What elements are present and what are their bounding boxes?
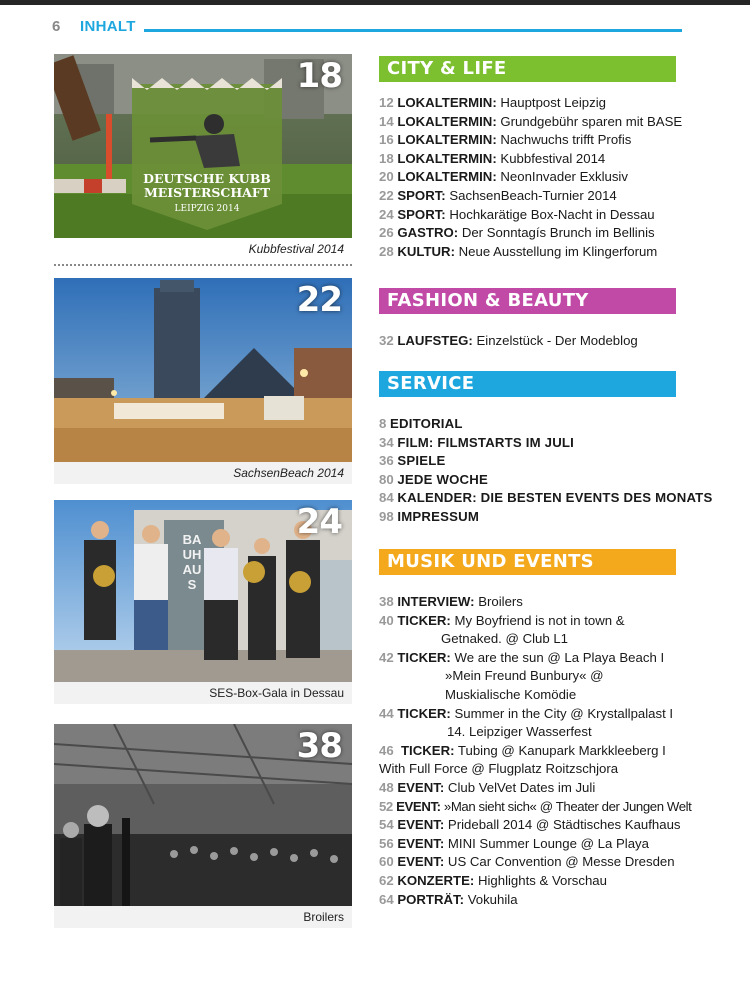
card-page-number: 38 [296, 726, 342, 766]
header-rule [144, 29, 682, 32]
section-musik-events [379, 549, 692, 909]
top-bar [0, 0, 750, 5]
section-title: SERVICE [379, 371, 676, 397]
toc-entry[interactable]: 22 SPORT: SachsenBeach-Turnier 2014 [379, 187, 617, 203]
badge-line-2: MEISTERSCHAFT [143, 185, 271, 200]
toc-entry[interactable]: 38 INTERVIEW: Broilers [379, 594, 523, 609]
toc-entry[interactable]: 12 LOKALTERMIN: Hauptpost Leipzig [379, 95, 606, 110]
toc-entry-continued: Muskialische Komödie [445, 686, 577, 702]
toc-entry[interactable]: 36 SPIELE [379, 453, 446, 469]
toc-entry[interactable]: 8 EDITORIAL [379, 416, 463, 431]
card-page-number: 18 [296, 56, 342, 96]
bauhaus-building-text: BAUHAUS [182, 532, 202, 592]
toc-entry[interactable]: 20 LOKALTERMIN: NeonInvader Exklusiv [379, 169, 628, 185]
toc-entry[interactable]: 54 EVENT: Prideball 2014 @ Städtisches Kaufhaus [379, 817, 681, 833]
dotted-divider [54, 264, 352, 266]
page-number: 6 [52, 18, 61, 35]
toc-entry[interactable]: 46 TICKER: Tubing @ Kanupark Markkleeberg I [379, 742, 666, 758]
card-caption: SES-Box-Gala in Dessau [54, 682, 352, 704]
toc-entry[interactable]: 28 KULTUR: Neue Ausstellung im Klingerforum [379, 243, 658, 259]
card-broilers[interactable] [54, 724, 352, 928]
toc-entry[interactable]: 16 LOKALTERMIN: Nachwuchs trifft Profis [379, 132, 632, 148]
card-box-gala[interactable] [54, 500, 352, 704]
card-caption: Broilers [54, 906, 352, 928]
card-sachsenbeach[interactable] [54, 278, 352, 484]
toc-entry-continued: With Full Force @ Flugplatz Roitzschjora [379, 761, 619, 777]
toc-entry[interactable]: 32 LAUFSTEG: Einzelstück - Der Modeblog [379, 333, 638, 348]
broilers-photo [54, 724, 352, 906]
toc-entry[interactable]: 84 KALENDER: DIE BESTEN EVENTS DES MONATS [379, 490, 713, 506]
section-fashion-beauty [379, 288, 676, 351]
section-title: CITY & LIFE [379, 56, 676, 82]
card-caption: SachsenBeach 2014 [54, 462, 352, 484]
toc-entry[interactable]: 80 JEDE WOCHE [379, 471, 489, 487]
sachsenbeach-photo [54, 278, 352, 462]
toc-entry[interactable]: 44 TICKER: Summer in the City @ Krystallpalast I [379, 705, 674, 721]
section-title: FASHION & BEAUTY [379, 288, 676, 314]
toc-entry[interactable]: 40 TICKER: My Boyfriend is not in town & [379, 612, 625, 628]
toc-entry[interactable]: 14 LOKALTERMIN: Grundgebühr sparen mit BASE [379, 113, 683, 129]
toc-entry[interactable]: 62 KONZERTE: Highlights & Vorschau [379, 872, 607, 888]
card-page-number: 22 [296, 280, 342, 320]
toc-entry[interactable]: 60 EVENT: US Car Convention @ Messe Dresden [379, 854, 675, 870]
card-caption: Kubbfestival 2014 [54, 238, 352, 260]
kubbfestival-photo [54, 54, 352, 238]
page-title: INHALT [80, 18, 136, 35]
toc-entry-continued: Getnaked. @ Club L1 [441, 631, 569, 647]
section-city-life [379, 56, 683, 261]
toc-entry[interactable]: 18 LOKALTERMIN: Kubbfestival 2014 [379, 150, 606, 166]
toc-entry-continued: »Mein Freund Bunbury« @ [445, 668, 604, 684]
section-title: MUSIK UND EVENTS [379, 549, 676, 575]
badge-line-3: LEIPZIG 2014 [174, 204, 240, 214]
card-kubbfestival[interactable] [54, 54, 352, 266]
kubb-badge-text [132, 172, 282, 216]
page-header [52, 16, 682, 38]
toc-entry[interactable]: 98 IMPRESSUM [379, 508, 480, 524]
toc-entry[interactable]: 52 EVENT: »Man sieht sich« @ Theater der Jungen Welt [379, 798, 692, 814]
card-page-number: 24 [296, 502, 342, 542]
toc-entry[interactable]: 42 TICKER: We are the sun @ La Playa Beach I [379, 649, 665, 665]
toc-entry[interactable]: 56 EVENT: MINI Summer Lounge @ La Playa [379, 835, 649, 851]
badge-line-1: DEUTSCHE KUBB [143, 171, 271, 186]
toc-entry[interactable]: 64 PORTRÄT: Vokuhila [379, 891, 518, 907]
section-service [379, 371, 713, 527]
toc-entry[interactable]: 48 EVENT: Club VelVet Dates im Juli [379, 779, 596, 795]
box-gala-photo [54, 500, 352, 682]
toc-entry[interactable]: 34 FILM: FILMSTARTS IM JULI [379, 434, 575, 450]
toc-entry[interactable]: 26 GASTRO: Der Sonntagís Brunch im Bellinis [379, 225, 655, 241]
toc-entry-continued: 14. Leipziger Wasserfest [447, 724, 592, 740]
toc-entry[interactable]: 24 SPORT: Hochkarätige Box-Nacht in Dessau [379, 206, 655, 222]
